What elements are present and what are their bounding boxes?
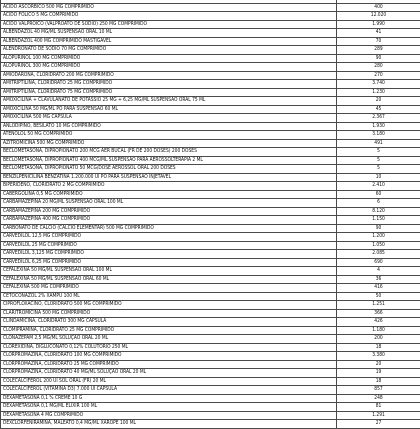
quantity-cell: 10 <box>337 173 420 182</box>
table-row <box>1 165 420 174</box>
table-row <box>1 335 420 344</box>
table-row <box>1 258 420 267</box>
medication-name-cell: DEXCLORFENIRAMINA, MALEATO 0,4 MG/ML XAROPE 100 ML <box>1 420 337 429</box>
medication-name-cell: CLONAZEPAM 2,5 MG/ML SOLUÇÃO ORAL 20 ML <box>1 335 337 344</box>
table-row <box>1 326 420 335</box>
table-row <box>1 377 420 386</box>
table-row <box>1 360 420 369</box>
quantity-cell: 19 <box>337 369 420 378</box>
table-row <box>1 284 420 293</box>
quantity-cell: 426 <box>337 318 420 327</box>
medication-name-cell: COLECALCIFEROL (VITAMINA D3) 7.000 UI CÁPSULA <box>1 386 337 395</box>
quantity-cell: 20 <box>337 97 420 106</box>
table-row <box>1 207 420 216</box>
table-row <box>1 250 420 259</box>
medication-name-cell: BECLOMETASONA, DIPROPIONATO 50 MCG/DOSE AEROSSOL ORAL 200 DOSES <box>1 165 337 174</box>
medication-name-cell: CARBAMAZEPINA 400 MG COMPRIMIDO <box>1 216 337 225</box>
table-row <box>1 12 420 21</box>
quantity-cell: 18 <box>337 343 420 352</box>
table-row <box>1 309 420 318</box>
quantity-cell: 60 <box>337 190 420 199</box>
medication-name-cell: CARVEDILOL 6,25 MG COMPRIMIDO <box>1 258 337 267</box>
medication-name-cell: CARBONATO DE CÁLCIO (CÁLCIO ELEMENTAR) 500 MG COMPRIMIDO <box>1 224 337 233</box>
medication-name-cell: CEFALEXINA 50 MG/ML SUSPENSÃO ORAL 60 ML <box>1 275 337 284</box>
quantity-cell: 200 <box>337 335 420 344</box>
quantity-cell: 2.410 <box>337 182 420 191</box>
medication-name-cell: BECLOMETASONA, DIPROPIONATO 400 MCG/ML SUSPENSÃO PARA AEROSSOLTERAPIA 2 ML <box>1 156 337 165</box>
quantity-cell: 400 <box>337 3 420 12</box>
table-row <box>1 199 420 208</box>
medication-name-cell: CETOCONAZOL 2% XAMPU 100 ML <box>1 292 337 301</box>
table-row <box>1 352 420 361</box>
table-row <box>1 420 420 429</box>
quantity-cell: 1.230 <box>337 88 420 97</box>
quantity-cell: 5 <box>337 156 420 165</box>
medication-name-cell: BENZILPENICILINA BENZATINA 1.200.000 UI PÓ PARA SUSPENSÃO INJETÁVEL <box>1 173 337 182</box>
medication-name-cell: ALENDRONATO DE SÓDIO 70 MG COMPRIMIDO <box>1 46 337 55</box>
quantity-cell: 857 <box>337 386 420 395</box>
medication-name-cell: AMOXICILINA 50 MG/ML PÓ PARA SUSPENSÃO 60 ML <box>1 105 337 114</box>
table-row <box>1 88 420 97</box>
quantity-cell: 6 <box>337 199 420 208</box>
table-row <box>1 3 420 12</box>
medication-name-cell: ATENOLOL 50 MG COMPRIMIDO <box>1 131 337 140</box>
quantity-cell: 36 <box>337 275 420 284</box>
medication-name-cell: CLOREXIDINA, DIGLUCONATO 0,12% COLUTÓRIO 250 ML <box>1 343 337 352</box>
medication-name-cell: AMIODARONA, CLORIDRATO 200 MG COMPRIMIDO <box>1 71 337 80</box>
quantity-cell: 1.150 <box>337 216 420 225</box>
table-row <box>1 233 420 242</box>
table-row <box>1 148 420 157</box>
medication-name-cell: ALBENDAZOL 40 MG/ML SUSPENSÃO ORAL 10 ML <box>1 29 337 38</box>
quantity-cell: 12.020 <box>337 12 420 21</box>
table-row <box>1 37 420 46</box>
table-row <box>1 275 420 284</box>
medication-name-cell: CARBAMAZEPINA 200 MG COMPRIMIDO <box>1 207 337 216</box>
medication-stock-table-body <box>1 0 420 428</box>
medication-name-cell: AMITRIPTILINA, CLORIDRATO 25 MG COMPRIMIDO <box>1 80 337 89</box>
quantity-cell: 45 <box>337 105 420 114</box>
table-row <box>1 114 420 123</box>
medication-name-cell: ALOPURINOL 100 MG COMPRIMIDO <box>1 54 337 63</box>
medication-name-cell: CLORPROMAZINA, CLORIDRATO 100 MG COMPRIMIDO <box>1 352 337 361</box>
quantity-cell: 90 <box>337 54 420 63</box>
quantity-cell: 491 <box>337 139 420 148</box>
medication-name-cell: CABERGOLINA 0,5 MG COMPRIMIDO <box>1 190 337 199</box>
medication-name-cell: CARVEDILOL 25 MG COMPRIMIDO <box>1 241 337 250</box>
table-row <box>1 369 420 378</box>
table-row <box>1 80 420 89</box>
table-row <box>1 63 420 72</box>
table-row <box>1 122 420 131</box>
quantity-cell: 27 <box>337 420 420 429</box>
medication-name-cell: ANLODIPINO, BESILATO 10 MG COMPRIMIDO <box>1 122 337 131</box>
medication-name-cell: COLECALCIFEROL 200 UI SOL ORAL (FR) 20 ML <box>1 377 337 386</box>
table-row <box>1 411 420 420</box>
medication-name-cell: ÁCIDO FÓLICO 5 MG COMPRIMIDO <box>1 12 337 21</box>
medication-name-cell: CLORPROMAZINA, CLORIDRATO 40 MG/ML SOLUÇÃO ORAL 20 ML <box>1 369 337 378</box>
table-row <box>1 241 420 250</box>
medication-name-cell: DEXAMETASONA 4 MG COMPRIMIDO <box>1 411 337 420</box>
quantity-cell: 1.050 <box>337 241 420 250</box>
medication-name-cell: DEXAMETASONA 0,1 MG/ML ELIXIR 100 ML <box>1 403 337 412</box>
quantity-cell: 1.200 <box>337 233 420 242</box>
table-row <box>1 216 420 225</box>
quantity-cell: 81 <box>337 403 420 412</box>
quantity-cell: 5 <box>337 165 420 174</box>
quantity-cell: 50 <box>337 292 420 301</box>
table-row <box>1 318 420 327</box>
medication-name-cell: AMOXICILINA 500 MG CÁPSULA <box>1 114 337 123</box>
quantity-cell: 8.120 <box>337 207 420 216</box>
medication-name-cell: CLINDAMICINA, CLORIDRATO 300 MG CÁPSULA <box>1 318 337 327</box>
medication-name-cell: CARVEDILOL 3,125 MG COMPRIMIDO <box>1 250 337 259</box>
table-row <box>1 301 420 310</box>
medication-name-cell: CIPROFLOXACINO, CLORIDRATO 500 MG COMPRIMIDO <box>1 301 337 310</box>
table-row <box>1 224 420 233</box>
quantity-cell: 3.180 <box>337 131 420 140</box>
quantity-cell: 289 <box>337 46 420 55</box>
quantity-cell: 20 <box>337 360 420 369</box>
table-row <box>1 182 420 191</box>
quantity-cell: 1.180 <box>337 326 420 335</box>
medication-name-cell: CLOMIPRAMINA, CLORIDRATO 25 MG COMPRIMIDO <box>1 326 337 335</box>
medication-name-cell: CARVEDILOL 12,5 MG COMPRIMIDO <box>1 233 337 242</box>
quantity-cell: 4 <box>337 267 420 276</box>
table-row <box>1 343 420 352</box>
medication-name-cell: ÁCIDO VALPRÓICO (VALPROATO DE SÓDIO) 250 MG COMPRIMIDO <box>1 20 337 29</box>
table-row <box>1 20 420 29</box>
table-row <box>1 190 420 199</box>
medication-name-cell: CEFALEXINA 50 MG/ML SUSPENSÃO ORAL 100 ML <box>1 267 337 276</box>
medication-name-cell: DEXAMETASONA 0,1 % CREME 10 G <box>1 394 337 403</box>
table-row <box>1 54 420 63</box>
table-row <box>1 156 420 165</box>
medication-name-cell: CLORPROMAZINA, CLORIDRATO 25 MG COMPRIMIDO <box>1 360 337 369</box>
table-row <box>1 71 420 80</box>
medication-name-cell: BECLOMETASONA, DIPROPIONATO 200 MCG AER BUCAL (FR DE 200 DOSES) 200 DOSES <box>1 148 337 157</box>
quantity-cell: 41 <box>337 29 420 38</box>
medication-name-cell: CEFALEXINA 500 MG COMPRIMIDO <box>1 284 337 293</box>
quantity-cell: 1.930 <box>337 122 420 131</box>
quantity-cell: 690 <box>337 258 420 267</box>
quantity-cell: 2.085 <box>337 250 420 259</box>
quantity-cell: 280 <box>337 63 420 72</box>
medication-name-cell: ALOPURINOL 300 MG COMPRIMIDO <box>1 63 337 72</box>
table-row <box>1 292 420 301</box>
medication-name-cell: BIPERIDENO, CLORIDRATO 2 MG COMPRIMIDO <box>1 182 337 191</box>
table-row <box>1 97 420 106</box>
quantity-cell: 2.367 <box>337 114 420 123</box>
table-row <box>1 29 420 38</box>
table-row <box>1 131 420 140</box>
table-row <box>1 46 420 55</box>
quantity-cell: 3.740 <box>337 80 420 89</box>
quantity-cell: 1.990 <box>337 20 420 29</box>
table-row <box>1 394 420 403</box>
table-row <box>1 139 420 148</box>
quantity-cell: 1.251 <box>337 301 420 310</box>
medication-name-cell: CARBAMAZEPINA 20 MG/ML SUSPENSÃO ORAL 100 ML <box>1 199 337 208</box>
table-row <box>1 403 420 412</box>
table-row <box>1 386 420 395</box>
medication-name-cell: ALBENDAZOL 400 MG COMPRIMIDO MASTIGÁVEL <box>1 37 337 46</box>
medication-name-cell: AMITRIPTILINA, CLORIDRATO 75 MG COMPRIMIDO <box>1 88 337 97</box>
quantity-cell: 3.380 <box>337 352 420 361</box>
medication-name-cell: CLARITROMICINA 500 MG COMPRIMIDO <box>1 309 337 318</box>
quantity-cell: 90 <box>337 224 420 233</box>
medication-name-cell: AZITROMICINA 500 MG COMPRIMIDO <box>1 139 337 148</box>
quantity-cell: 270 <box>337 71 420 80</box>
table-row <box>1 173 420 182</box>
quantity-cell: 5 <box>337 148 420 157</box>
quantity-cell: 70 <box>337 37 420 46</box>
medication-name-cell: ÁCIDO ASCÓRBICO 500 MG COMPRIMIDO <box>1 3 337 12</box>
quantity-cell: 18 <box>337 377 420 386</box>
table-row <box>1 105 420 114</box>
quantity-cell: 1.291 <box>337 411 420 420</box>
quantity-cell: 248 <box>337 394 420 403</box>
table-row <box>1 267 420 276</box>
quantity-cell: 366 <box>337 309 420 318</box>
medication-name-cell: AMOXICILINA + CLAVULANATO DE POTÁSSIO 25 MG + 6,25 MG/ML SUSPENSÃO ORAL 75 ML <box>1 97 337 106</box>
quantity-cell: 416 <box>337 284 420 293</box>
